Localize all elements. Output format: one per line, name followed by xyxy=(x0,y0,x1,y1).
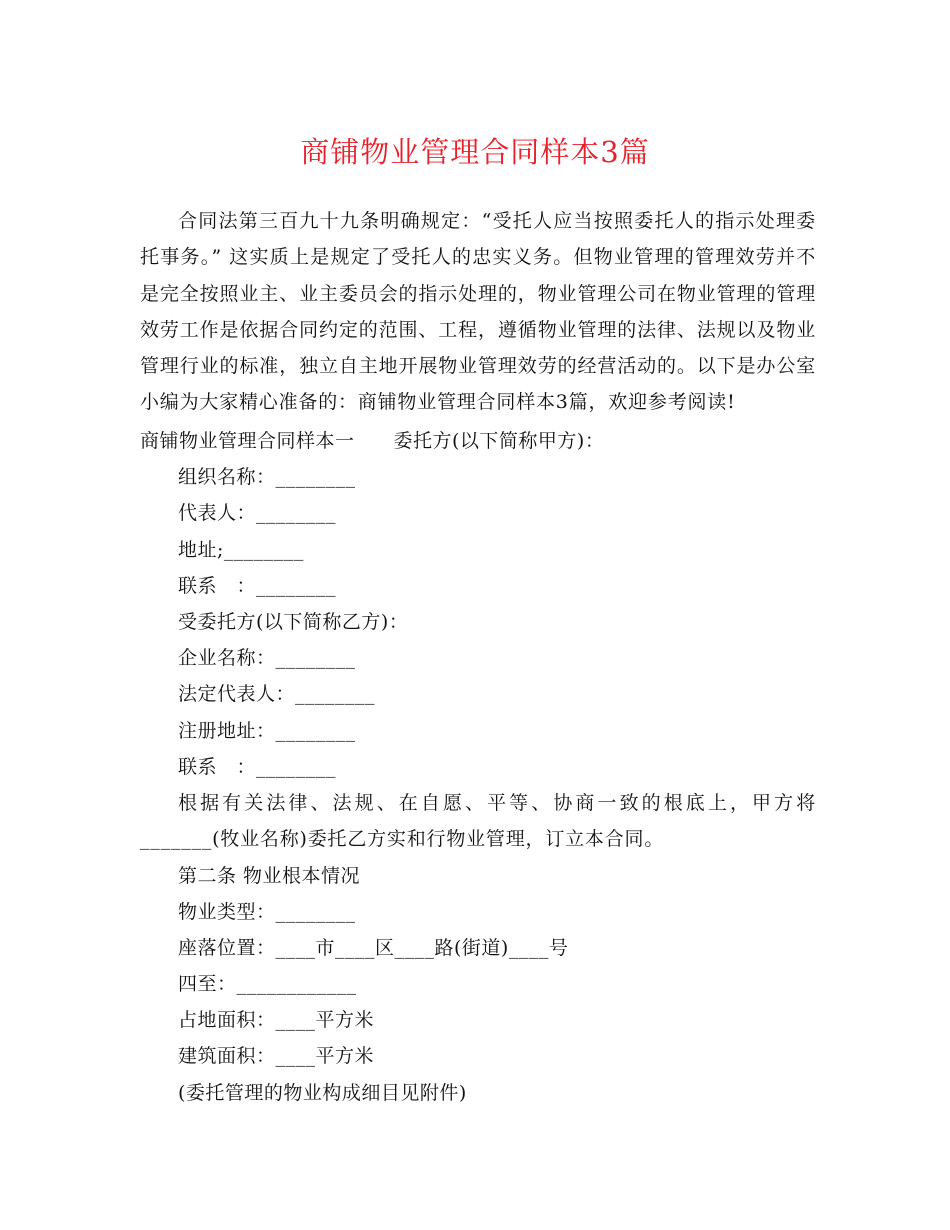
party-a-address: 地址;________ xyxy=(178,539,304,561)
property-boundaries: 四至：____________ xyxy=(178,973,357,995)
party-b-reg-address: 注册地址：________ xyxy=(178,720,356,742)
property-location: 座落位置：____市____区____路(街道)____号 xyxy=(178,937,569,959)
party-b-contact: 联系 ：________ xyxy=(178,756,337,778)
sample1-heading: 商铺物业管理合同样本一 委托方(以下简称甲方)： xyxy=(140,430,605,452)
document-title: 商铺物业管理合同样本3篇 xyxy=(300,135,650,169)
party-a-org-name: 组织名称：________ xyxy=(178,466,356,488)
party-a-representative: 代表人：________ xyxy=(178,502,337,524)
property-note: (委托管理的物业构成细目见附件) xyxy=(178,1082,467,1104)
party-b-company-name: 企业名称：________ xyxy=(178,647,356,669)
property-type: 物业类型：________ xyxy=(178,901,356,923)
property-land-area: 占地面积：____平方米 xyxy=(178,1009,375,1031)
party-b-legal-rep: 法定代表人：________ xyxy=(178,683,376,705)
property-building-area: 建筑面积：____平方米 xyxy=(178,1045,375,1067)
party-b-heading: 受委托方(以下简称乙方)： xyxy=(178,611,409,633)
agreement-paragraph: 根据有关法律、法规、在自愿、平等、协商一致的根底上，甲方将_______(牧业名称)委托乙方实和行物业管理，订立本合同。 xyxy=(140,792,816,851)
article2-heading: 第二条 物业根本情况 xyxy=(178,865,361,887)
intro-paragraph: 合同法第三百九十九条明确规定：“受托人应当按照委托人的指示处理委托事务。” 这实质上是规定了受托人的忠实义务。但物业管理的管理效劳并不是完全按照业主、业主委员会的指示处理的，物业管理公司在物业管理的管理效劳工作是依据合同约定的范围、工程，遵循物业管理的法律、法规以及物业管理行业的标准，独立自主地开展物业管理效劳的经营活动的。以下是办公室小编为大家精心准备的：商铺物业管理合同样本3篇，欢迎参考阅读! xyxy=(140,210,816,414)
party-a-contact: 联系 ：________ xyxy=(178,575,337,597)
